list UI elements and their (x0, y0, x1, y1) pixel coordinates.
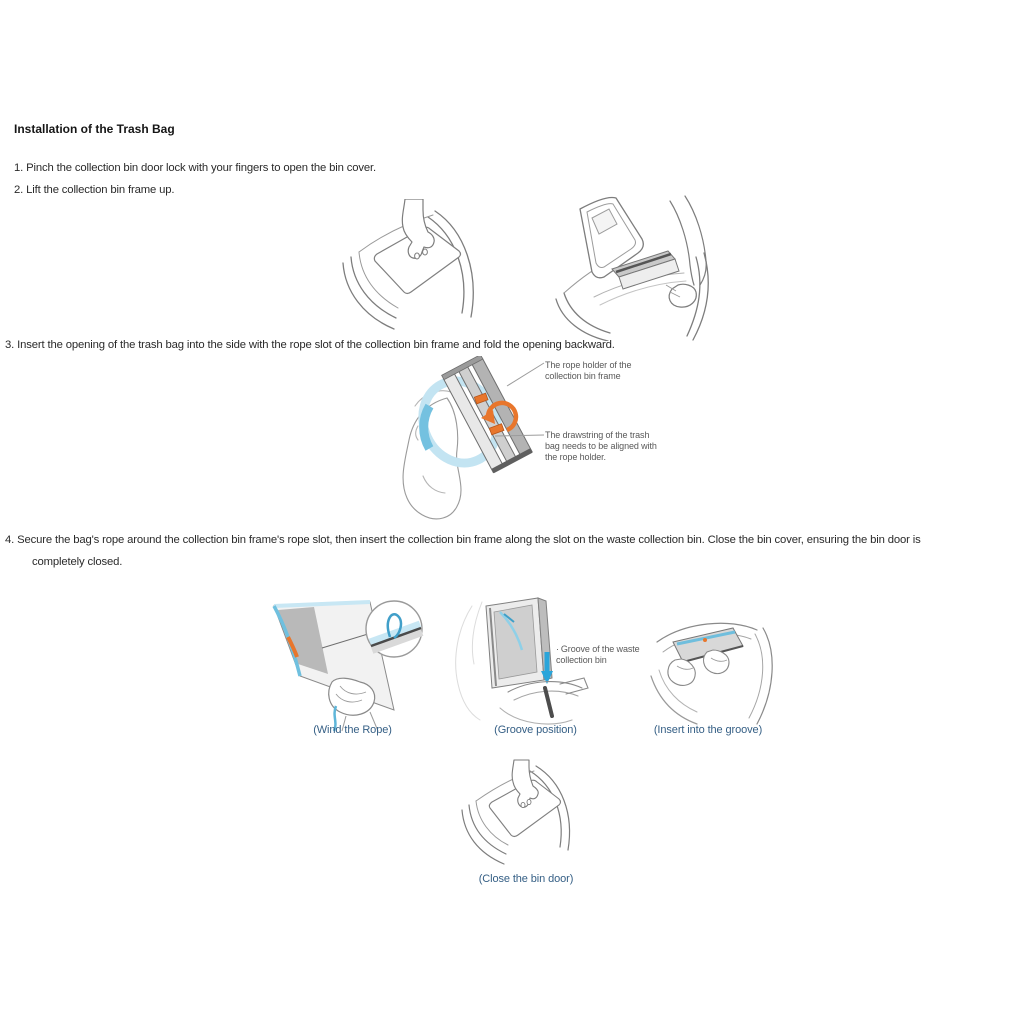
annotation-drawstring: The drawstring of the trash bag needs to be aligned with the rope holder. (545, 430, 657, 462)
step-2: 2. Lift the collection bin frame up. (14, 184, 175, 196)
magnifier-circle (366, 601, 422, 657)
caption-close-door: (Close the bin door) (478, 873, 574, 885)
collection-bin-frame (486, 598, 552, 688)
step-4 (5, 529, 921, 573)
annotation-rope-holder: The rope holder of the collection bin frame (545, 360, 632, 381)
step-4-line-1: 4. Secure the bag's rope around the collection bin frame's rope slot, then insert the collection bin frame along the slot on the waste collection bin. Close the bin cover, ensuring the bin door is (5, 534, 921, 546)
hand (669, 284, 696, 307)
faint-bag (456, 602, 482, 720)
figure-wind-rope (270, 590, 442, 732)
annotation-groove: · Groove of the waste collection bin (556, 644, 644, 666)
caption-groove-position: (Groove position) (494, 724, 577, 736)
step-4-line-2: completely closed. (32, 556, 123, 568)
caption-insert-groove: (Insert into the groove) (653, 724, 763, 736)
step-3: 3. Insert the opening of the trash bag into the side with the rope slot of the collection bin frame and fold the opening backward. (5, 339, 615, 351)
figure-insert-into-groove (645, 612, 780, 727)
figure-lift-bin-frame (552, 193, 717, 341)
figure-close-bin-door (456, 758, 592, 870)
caption-wind-rope: (Wind the Rope) (313, 724, 392, 736)
page-title: Installation of the Trash Bag (14, 122, 175, 136)
step-1: 1. Pinch the collection bin door lock with your fingers to open the bin cover. (14, 162, 376, 174)
figure-open-bin-cover (337, 199, 507, 339)
